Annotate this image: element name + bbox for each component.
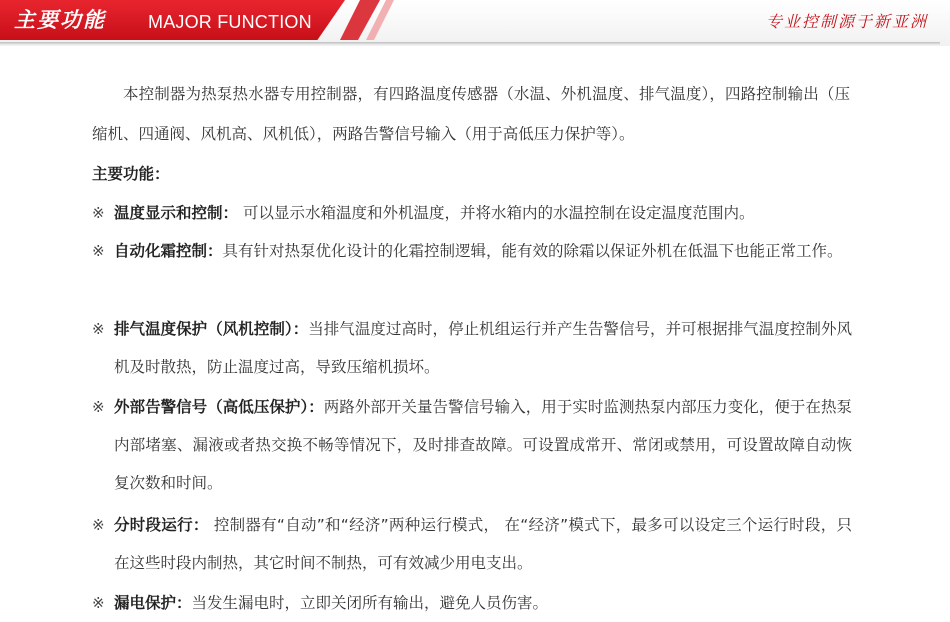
function-item-title: 温度显示和控制：	[114, 204, 239, 222]
function-item-alarm	[92, 388, 852, 502]
function-item-desc: 当排气温度过高时，停止机组运行并产生告警信号，并可根据排气温度控制外风机及时散热，防止温度过高，导致压缩机损坏。	[114, 320, 852, 376]
function-item-text	[114, 232, 852, 270]
intro-paragraph: 本控制器为热泵热水器专用控制器，有四路温度传感器（水温、外机温度、排气温度），四路控制输出（压缩机、四通阀、风机高、风机低），两路告警信号输入（用于高低压力保护等）。	[92, 85, 850, 143]
function-item-desc: 两路外部开关量告警信号输入，用于实时监测热泵内部压力变化，便于在热泵内部堵塞、漏液或者热交换不畅等情况下，及时排查故障。可设置成常开、常闭或禁用，可设置故障自动恢复次数和时间。	[114, 398, 852, 492]
function-item-title: 分时段运行：	[114, 516, 209, 534]
header-shadow	[0, 42, 940, 45]
function-item-text	[114, 388, 852, 502]
function-item-text	[114, 506, 852, 582]
function-item-desc: 控制器有“自动”和“经济”两种运行模式， 在“经济”模式下，最多可以设定三个运行时段，只在这些时段内制热，其它时间不制热，可有效减少用电支出。	[114, 516, 852, 572]
function-item-temperature	[92, 194, 852, 232]
bullet-icon: ※	[92, 594, 105, 612]
function-item-text	[114, 584, 852, 622]
page-header	[0, 0, 950, 46]
function-item-text	[114, 310, 852, 386]
section-title-zh: 主要功能	[14, 7, 106, 32]
function-item-desc: 当发生漏电时，立即关闭所有输出，避免人员伤害。	[191, 594, 549, 612]
company-slogan: 专业控制源于新亚洲	[765, 12, 928, 31]
function-item-title: 自动化霜控制：	[114, 242, 223, 260]
bullet-icon: ※	[92, 516, 105, 534]
function-item-title: 漏电保护：	[114, 594, 192, 612]
bullet-icon: ※	[92, 242, 105, 260]
bullet-icon: ※	[92, 398, 105, 416]
function-item-defrost	[92, 232, 852, 270]
function-item-title: 外部告警信号（高低压保护）：	[114, 398, 324, 416]
function-item-leakage	[92, 584, 852, 622]
function-item-schedule	[92, 506, 852, 582]
function-item-title: 排气温度保护（风机控制）：	[114, 320, 309, 338]
function-item-exhaust	[92, 310, 852, 386]
function-item-desc: 具有针对热泵优化设计的化霜控制逻辑，能有效的除霜以保证外机在低温下也能正常工作。	[222, 242, 843, 260]
section-label: 主要功能：	[92, 165, 170, 183]
function-item-desc: 可以显示水箱温度和外机温度，并将水箱内的水温控制在设定温度范围内。	[238, 204, 755, 222]
bullet-icon: ※	[92, 320, 105, 338]
function-item-text	[114, 194, 852, 232]
section-title-en: MAJOR FUNCTION	[148, 12, 312, 32]
bullet-icon: ※	[92, 204, 105, 222]
